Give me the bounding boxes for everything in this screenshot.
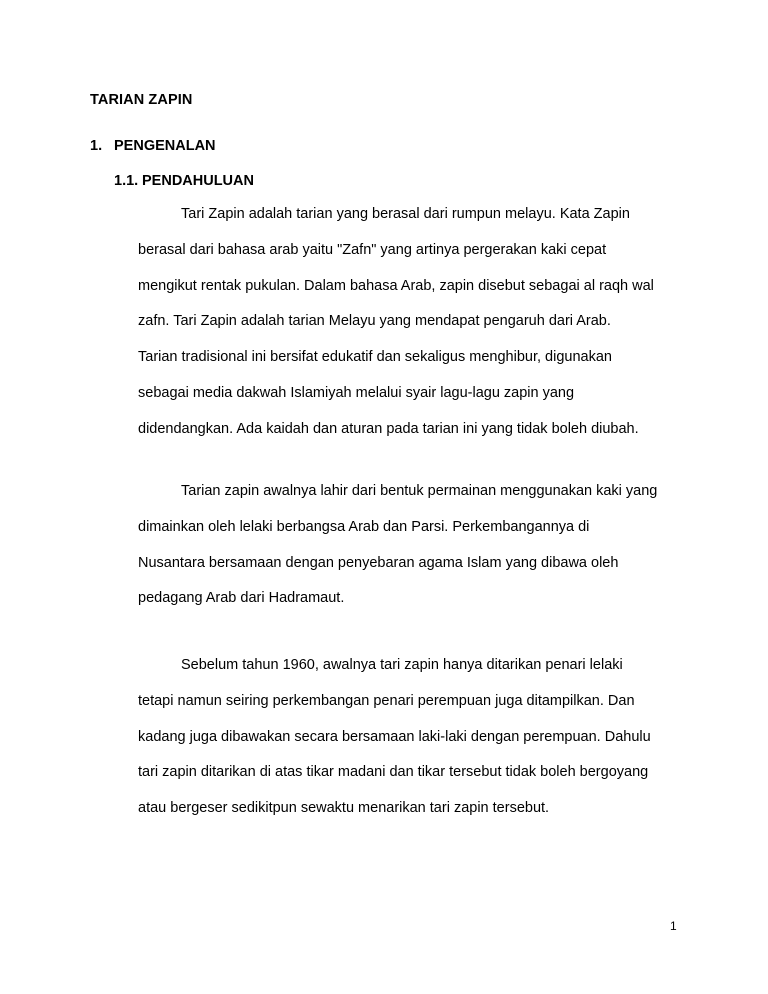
paragraph-line: dimainkan oleh lelaki berbangsa Arab dan Parsi. Perkembangannya di: [138, 518, 590, 535]
page-number: 1: [670, 919, 677, 933]
section-title: PENGENALAN: [114, 138, 216, 154]
subsection-number: 1.1.: [114, 173, 139, 189]
paragraph-line: atau bergeser sedikitpun sewaktu menarikan tari zapin tersebut.: [138, 800, 550, 817]
paragraph-1: [138, 197, 698, 448]
subsection-heading: [114, 173, 254, 189]
paragraph-line: Nusantara bersamaan dengan penyebaran agama Islam yang dibawa oleh: [138, 554, 619, 571]
paragraph-line: pedagang Arab dari Hadramaut.: [138, 590, 345, 607]
paragraph-line: berasal dari bahasa arab yaitu "Zafn" yang artinya pergerakan kaki cepat: [138, 241, 607, 258]
paragraph-3: [138, 648, 698, 827]
paragraph-line: Sebelum tahun 1960, awalnya tari zapin hanya ditarikan penari lelaki: [181, 657, 623, 673]
section-heading: [90, 138, 216, 154]
paragraph-2: [138, 474, 698, 617]
paragraph-line: didendangkan. Ada kaidah dan aturan pada tarian ini yang tidak boleh diubah.: [138, 420, 639, 437]
paragraph-line: zafn. Tari Zapin adalah tarian Melayu yang mendapat pengaruh dari Arab.: [138, 313, 611, 330]
paragraph-line: tetapi namun seiring perkembangan penari perempuan juga ditampilkan. Dan: [138, 692, 635, 709]
paragraph-line: kadang juga dibawakan secara bersamaan laki-laki dengan perempuan. Dahulu: [138, 728, 651, 745]
document-title: TARIAN ZAPIN: [90, 92, 193, 108]
paragraph-line: tari zapin ditarikan di atas tikar madani dan tikar tersebut tidak boleh bergoyang: [138, 764, 649, 781]
paragraph-line: Tarian tradisional ini bersifat edukatif dan sekaligus menghibur, digunakan: [138, 349, 612, 366]
paragraph-line: Tari Zapin adalah tarian yang berasal dari rumpun melayu. Kata Zapin: [181, 206, 630, 222]
section-number: 1.: [90, 138, 103, 154]
subsection-title: PENDAHULUAN: [142, 173, 254, 189]
paragraph-line: sebagai media dakwah Islamiyah melalui syair lagu-lagu zapin yang: [138, 384, 575, 401]
paragraph-line: mengikut rentak pukulan. Dalam bahasa Arab, zapin disebut sebagai al raqh wal: [138, 277, 654, 294]
paragraph-line: Tarian zapin awalnya lahir dari bentuk permainan menggunakan kaki yang: [181, 483, 658, 499]
